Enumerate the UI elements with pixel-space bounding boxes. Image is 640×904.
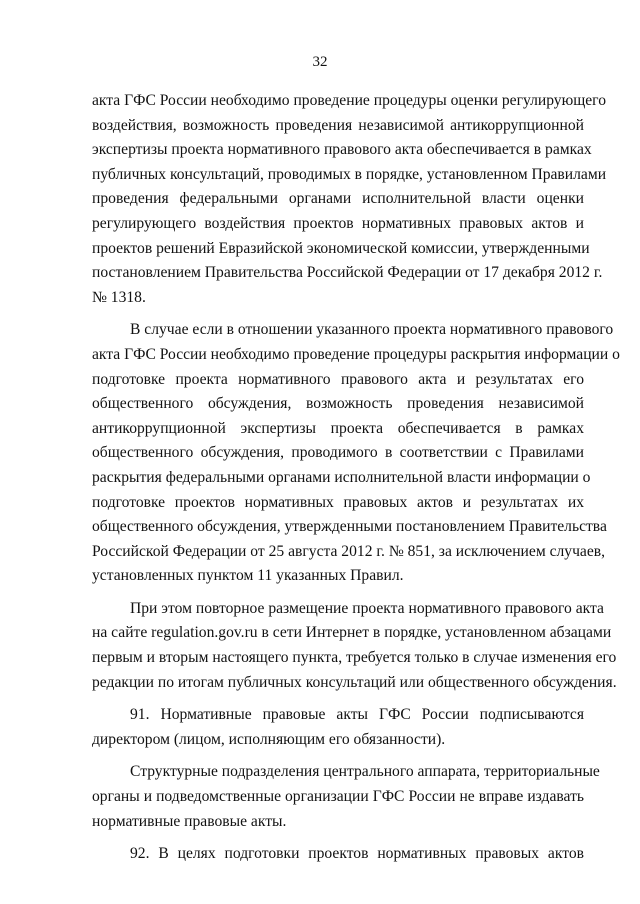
paragraph-1: [92, 89, 607, 310]
text-line: 91. Нормативные правовые акты ГФС России подписываются: [130, 706, 584, 724]
text-line: нормативные правовые акты.: [92, 812, 287, 830]
paragraph-3: [92, 597, 617, 695]
text-line: постановлением Правительства Российской Федерации от 17 декабря 2012 г.: [92, 264, 603, 282]
text-line: 92. В целях подготовки проектов нормативных правовых актов: [130, 845, 584, 863]
paragraph-2: [92, 318, 620, 589]
text-line: При этом повторное размещение проекта нормативного правового акта: [130, 599, 604, 617]
text-line: подготовке проекта нормативного правового акта и результатах его: [92, 370, 584, 388]
text-line: акта ГФС России необходимо проведение процедуры раскрытия информации о: [92, 345, 620, 363]
text-line: проектов решений Евразийской экономической комиссии, утвержденными: [92, 239, 590, 257]
text-line: № 1318.: [92, 288, 146, 306]
text-line: В случае если в отношении указанного проекта нормативного правового: [130, 321, 614, 339]
text-line: общественного обсуждения, проводимого в соответствии с Правилами: [92, 444, 584, 462]
paragraph-5: [92, 760, 600, 834]
text-line: воздействия, возможность проведения независимой антикоррупционной: [92, 116, 584, 134]
text-line: публичных консультаций, проводимых в порядке, установленном Правилами: [92, 165, 607, 183]
text-line: экспертизы проекта нормативного правового акта обеспечивается в рамках: [92, 141, 592, 159]
text-line: редакции по итогам публичных консультаций или общественного обсуждения.: [92, 673, 617, 691]
text-line: первым и вторым настоящего пункта, требуется только в случае изменения его: [92, 649, 617, 667]
text-line: органы и подведомственные организации ГФС России не вправе издавать: [92, 788, 584, 806]
paragraph-item-92: [92, 842, 584, 867]
document-body: [92, 89, 620, 875]
text-line: общественного обсуждения, возможность проведения независимой: [92, 395, 584, 413]
page-number: 32: [312, 54, 328, 70]
text-line: установленных пунктом 11 указанных Правил.: [92, 567, 404, 585]
text-line: на сайте regulation.gov.ru в сети Интернет в порядке, установленном абзацами: [92, 624, 612, 642]
paragraph-item-91: [92, 703, 584, 752]
text-line: общественного обсуждения, утвержденными постановлением Правительства: [92, 518, 607, 536]
text-line: Российской Федерации от 25 августа 2012 г. № 851, за исключением случаев,: [92, 542, 606, 560]
text-line: акта ГФС России необходимо проведение процедуры оценки регулирующего: [92, 92, 606, 109]
text-line: раскрытия федеральными органами исполнительной власти информации о: [92, 468, 591, 486]
text-line: проведения федеральными органами исполнительной власти оценки: [92, 190, 584, 208]
text-line: антикоррупционной экспертизы проекта обеспечивается в рамках: [92, 419, 584, 437]
text-line: подготовке проектов нормативных правовых актов и результатах их: [92, 493, 584, 511]
text-line: Структурные подразделения центрального аппарата, территориальные: [130, 763, 600, 781]
text-line: регулирующего воздействия проектов нормативных правовых актов и: [92, 214, 584, 232]
text-line: директором (лицом, исполняющим его обязанности).: [92, 730, 446, 748]
